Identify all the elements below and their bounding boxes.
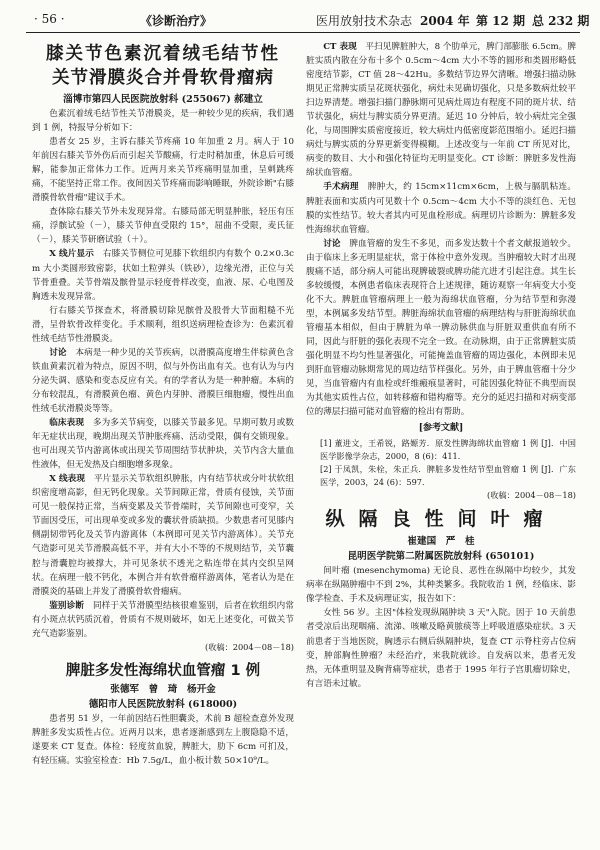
page-number: · 56 ·: [34, 12, 65, 26]
article2-paragraph: [306, 180, 576, 236]
article1-title-line2: 关节滑膜炎合并骨软骨瘤病: [52, 68, 274, 88]
article1-differential-text: 同样于关节滑膜型结核很难鉴别，后者在软组织内常有小斑点状钙质沉着，骨质有不规则破坏，如无上述变化，可做关节充气造影鉴别。: [32, 600, 294, 639]
section-label: 《诊断治疗》: [140, 14, 213, 28]
article2-ct-text: 平扫见脾脏肿大，8 个肋单元，脾门部膨胀 6.5cm。脾脏实质内散在分布十多个 0.5cm～4cm 大小不等的圆形和类圆形略低密度结节影，CT 值 28～42Hu。多数结节边界欠清晰。增强扫描动脉期见正常脾实质呈花斑状强化，病灶未见确切强化，只是多数病灶较平扫边界清楚。增强扫描门静脉期可见病灶周边有程度不同的斑片状、结节状强化，病灶与脾实质分界更清。延迟 10 分钟后，较小病灶完全强化，与周围脾实质密度接近，较大病灶内低密度影范围缩小。延迟扫描病灶与脾实质的分界更新变得模糊。上述改变与一年前 CT 所见对比，病变的数目、大小和强化特征均无明显变化。CT 诊断：脾脏多发性海绵状血管瘤。: [306, 42, 576, 179]
article3-affiliation: 昆明医学院第二附属医院放射科 (650101): [347, 551, 535, 563]
article1-paragraph: 查体除右膝关节外未发现异常。右膝局部无明显肿胀，轻压有压痛，浮髌试验（－），膝关节伸直受限约 15°，屈曲不受限，麦氏征（－），膝关节研磨试验（＋）。: [32, 207, 294, 246]
article2-references: [306, 437, 576, 489]
article1-xray-label: X 线片显示: [49, 249, 95, 260]
article1-discussion-label: 讨论: [49, 347, 67, 358]
article2-pathology-label: 手术病理: [323, 182, 359, 193]
article1-paragraph: 患者女 25 岁，主诉右膝关节疼痛 10 年加重 2 月。病人于 10 年前因右膝关节外伤后而引起关节酸痛，行走时稍加重，休息后可缓解，能参加正常体力工作。近两月来关节疼痛明显加重，呈刺跳疼痛，不能坚持正常工作。夜间因关节疼痛而影响睡眠，外院诊断"右膝滑膜骨软骨瘤"建议手术。: [32, 137, 294, 204]
article1-clinical-label: 临床表现: [49, 418, 85, 429]
journal-year: 2004 年: [420, 14, 470, 28]
article1-paragraph: 行右膝关节探查术，将滑膜切除见髌骨及股骨大节面粗糙不光滑，呈骨软骨改样变化。手术顺利，组织送病理检查诊为：色素沉着性绒毛结节性滑膜炎。: [32, 305, 294, 344]
article2-references-title: [参考文献]: [418, 423, 464, 434]
page-header: [28, 6, 590, 32]
article2-ct-label: CT 表现: [323, 42, 357, 52]
article1-authors: 淄博市第四人民医院放射科 (255067) 郝建立: [63, 94, 263, 105]
article2-received-date: (收稿：2004－08－18): [487, 490, 576, 501]
article1-title-line1: 膝关节色素沉着绒毛结节性: [46, 44, 280, 64]
article1-differential-label: 鉴别诊断: [49, 600, 85, 611]
article1-paragraph: [32, 599, 294, 641]
article1-paragraph: 色素沉着绒毛结节性关节滑膜炎，是一种较少见的疾病，我们遇到 1 例，特报导分析如下：: [32, 109, 294, 134]
journal-total-issue: 总 232 期: [532, 14, 590, 28]
article2-paragraph: 患者男 51 岁，一年前因结石性胆囊炎，术前 B 超检查意外发现脾脏多发实质性占位。近两月以来，患者逐渐感到左上腹隐隐不适，遂要来 CT 复查。体检：轻度贫血貌，脾脏大，肋下 6cm 可扪及，有轻压痛。实验室检查：Hb 7.5g/L，血小板计数 50×10⁹/L。: [32, 713, 294, 766]
journal-name: 医用放射技术杂志: [316, 14, 413, 28]
article3-authors: 崔建国 严 桂: [407, 536, 475, 548]
header-rule: [26, 32, 580, 33]
reference-item: [2] 于凤凯，朱栓，朱正兵．脾脏多发性结节型血管瘤 1 例 [J]．广东医学，2003，24 (6)：597．: [320, 464, 576, 488]
article1-xray-text: 右膝关节侧位可见膝下软组织内有数个 0.2×0.3cm 大小类圆形致密影，状如土粒弹头（铁砂），边缘光滑，正位与关节骨重叠。关节骨端及髌骨显示轻度骨样改变，血液、尿、心电图及胸透未发现异常。: [32, 249, 294, 302]
article2-paragraph: [306, 40, 576, 180]
article1-clinical-text: 多为多关节病变，以膝关节最多见。早期可数月或数年无症状出现，晚期出现关节肿胀疼痛、活动受限，偶有交锁现象。也可出现关节内游离体或出现关节周围结节状肿块，关节内含大量血性液体，但无发热及白细胞增多现象。: [32, 418, 294, 471]
article1-paragraph: [32, 472, 294, 598]
article2-paragraph: [306, 237, 576, 420]
article1-xray-findings-text: 平片显示关节软组织肿胀，内有结节状或分叶状软组织密度增高影，但无钙化现象。关节间隙正常，骨质有侵蚀，关节面可见一般保持正常，当病变累及关节骨端时，关节间隙也可变窄，关节面因受压，可出现单变或多发的囊状骨质缺损。少数患者可见膝内侧副韧带钙化及关节内游离体（本例即可见关节内游离体）。关节充气造影可见关节滑膜高低不平，并有大小不等的不规则结节，关节囊腔与滑囊腔均被撑大，并可见条状不透光之粘连带在其内交织呈网状。在病理一般不钙化，本例合并有软骨瘤样游离体，笔者认为是在滑膜炎的基础上并发了滑膜骨软骨瘤病。: [32, 474, 294, 597]
article3-paragraph: 女性 56 岁。主因"体检发现纵隔肿块 3 天"入院。因于 10 天前患者受凉后出现咽痛、流涕、咳嗽及略黄脓痰等上呼吸道感染症状。3 天前患者于当地医院，胸透示右侧后纵隔肿块，复查 CT 示脊柱旁占位病变，肿部胸性肿瘤？未经治疗，来我院就诊。自发病以来，患者无发热，无体重明显及胸背痛等症状，患者于 1995 年行子宫肌瘤切除史，有言语未过敏。: [306, 608, 576, 689]
right-column: [306, 40, 576, 691]
article1-paragraph: [32, 346, 294, 416]
article3-paragraph: 间叶瘤 (mesenchymoma) 无论良、恶性在纵隔中均较少，其发病率在纵隔肿瘤中不到 2%，其种类繁多。我院收治 1 例，经临床、影像学检查、手术及病理证实，报告如下：: [306, 566, 576, 605]
article2-authors: 张德军 曾 琦 杨开金: [110, 683, 216, 695]
reference-item: [1] 董进文，王希锐，路嫄芳．原发性脾海绵状血管瘤 1 例 [J]．中国医学影像学杂志，2000，8 (6)：411．: [320, 438, 576, 462]
article1-discussion-text: 本病是一种少见的关节疾病，以滑膜高度增生伴棕黄色含铁血黄素沉着为特点，原因不明，似与外伤出血有关。也有认为与内分泌失调、感染和变态反应有关。有的学者认为是一种肿瘤。本病的分布较混乱，有滑膜黄色瘤、黄色内芽肿、滑膜巨细胞瘤，慢性出血性绒毛状滑膜炎等等。: [32, 347, 294, 414]
article1-xray-findings-label: X 线表现: [49, 474, 86, 485]
left-column: [32, 40, 294, 768]
article1-received-date: (收稿：2004－08－18): [205, 641, 294, 652]
article2-title: 脾脏多发性海绵状血管瘤 1 例: [65, 662, 261, 679]
article2-discussion-label: 讨论: [323, 238, 341, 249]
article2-affiliation: 德阳市人民医院放射科 (618000): [88, 698, 238, 710]
article1-paragraph: [32, 247, 294, 303]
article2-discussion-text: 脾血管瘤的发生不多见，而多发达数十个者文献报道较少。由于临床上多无明显症状，常于体检中意外发现。当肿瘤较大时才出现腹痛不适，部分病人可能出现脾破裂或脾功能亢进才引起注意。其生长多较缓慢，本例患者临床表现符合上述规律，随访观察一年病变大小变化不大。脾脏血管瘤病理上一般为海绵状血管瘤，分为结节型和弥漫型，本例属多发结节型。脾脏海绵状血管瘤的病理结构与肝脏海绵状血管瘤基本相似，但由于脾脏为单一脾动脉供血与肝脏双重供血有所不同，因此与肝脏的强化表现不完全一致。在动脉期，由于正常脾脏实质强化明显不均匀性显著强化，可能掩盖血管瘤的周边强化，本例即未见到肝血管瘤动脉期常见的周边结节样强化。另外，由于脾血管瘤十分少见，当血管瘤内有血栓或纤维瘢痕显著时，可能因强化特征不典型而误为其他实质性占位，如转移瘤和错构瘤等。充分的延迟扫描和对病变部位的薄层扫描可能对血管瘤的检出有帮助。: [306, 238, 576, 418]
article1-paragraph: [32, 416, 294, 472]
article2-pathology-text: 脾肿大，约 15cm×11cm×6cm，上极与膈肌粘连。脾脏表面和实质内可见数十个 0.5cm～4cm 大小不等的淡红色、无包膜的实性结节。较大者其内可见血栓形成。病理切片诊断为：脾脏多发性海绵状血管瘤。: [306, 182, 576, 235]
journal-issue: 第 12 期: [476, 14, 526, 28]
article3-title: 纵隔良性间叶瘤: [325, 508, 557, 531]
